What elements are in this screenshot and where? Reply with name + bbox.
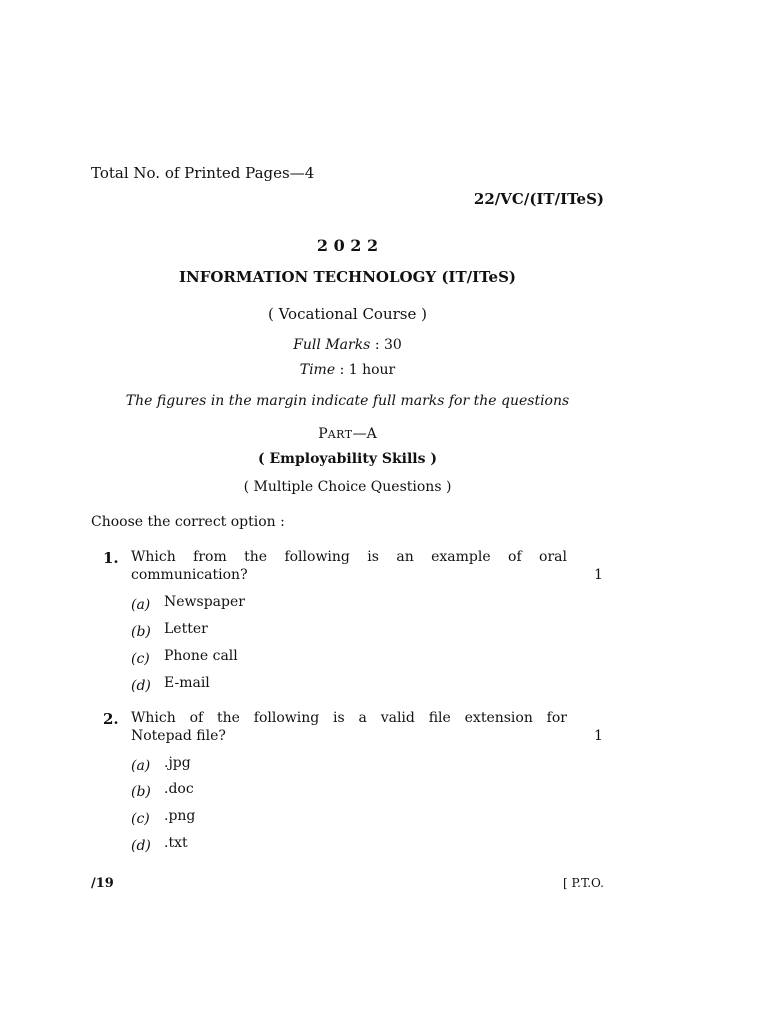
question-number: 2. [103, 710, 119, 728]
question-marks: 1 [594, 728, 603, 744]
pto-label: [ P.T.O. [563, 876, 604, 890]
option-label: (a) [131, 758, 151, 774]
time-label: Time [299, 362, 336, 378]
option-text: .jpg [164, 755, 191, 771]
directions-text: Choose the correct option : [91, 514, 285, 530]
marks-instruction: The figures in the margin indicate full marks for the questions [125, 393, 570, 409]
question-type: ( Multiple Choice Questions ) [243, 479, 452, 495]
full-marks-label: Full Marks [293, 337, 371, 353]
question-text-line1: Which of the following is a valid file extension for [131, 710, 567, 726]
option-text: E-mail [164, 675, 210, 691]
option-item [131, 808, 150, 827]
total-pages-text: Total No. of Printed Pages—4 [91, 164, 315, 182]
time-line [0, 362, 695, 378]
full-marks-line [0, 337, 695, 353]
exam-year: 2 0 2 2 [316, 236, 379, 255]
option-text: .png [164, 808, 196, 824]
time-value: : 1 hour [335, 362, 396, 378]
option-item [131, 835, 151, 854]
option-item [131, 675, 151, 694]
paper-code: 22/VC/(IT/ITeS) [473, 190, 604, 208]
option-item [131, 648, 150, 667]
option-label: (c) [131, 811, 150, 827]
section-title: ( Employability Skills ) [258, 451, 437, 467]
part-heading [0, 426, 695, 442]
option-label: (b) [131, 624, 151, 640]
page-code: /19 [91, 876, 114, 891]
option-text: Phone call [164, 648, 238, 664]
course-type: ( Vocational Course ) [267, 305, 427, 323]
option-text: Letter [164, 621, 208, 637]
question-text-line1: Which from the following is an example of oral [131, 549, 567, 565]
option-label: (c) [131, 651, 150, 667]
option-label: (d) [131, 838, 151, 854]
subject-title: INFORMATION TECHNOLOGY (IT/ITeS) [178, 268, 517, 286]
question-number: 1. [103, 549, 119, 567]
question-text-line2: Notepad file? [131, 728, 226, 744]
part-prefix: P [318, 426, 328, 442]
question-text-line2: communication? [131, 567, 248, 583]
option-text: .txt [164, 835, 188, 851]
full-marks-value: : 30 [370, 337, 402, 353]
option-item [131, 594, 150, 613]
option-item [131, 755, 150, 774]
part-suffix: —A [352, 426, 377, 442]
option-label: (d) [131, 678, 151, 694]
part-smallcaps: ART [327, 428, 353, 441]
option-label: (a) [131, 597, 151, 613]
option-text: Newspaper [164, 594, 245, 610]
question-marks: 1 [594, 567, 603, 583]
option-item [131, 781, 151, 800]
option-text: .doc [164, 781, 194, 797]
option-item [131, 621, 151, 640]
option-label: (b) [131, 784, 151, 800]
